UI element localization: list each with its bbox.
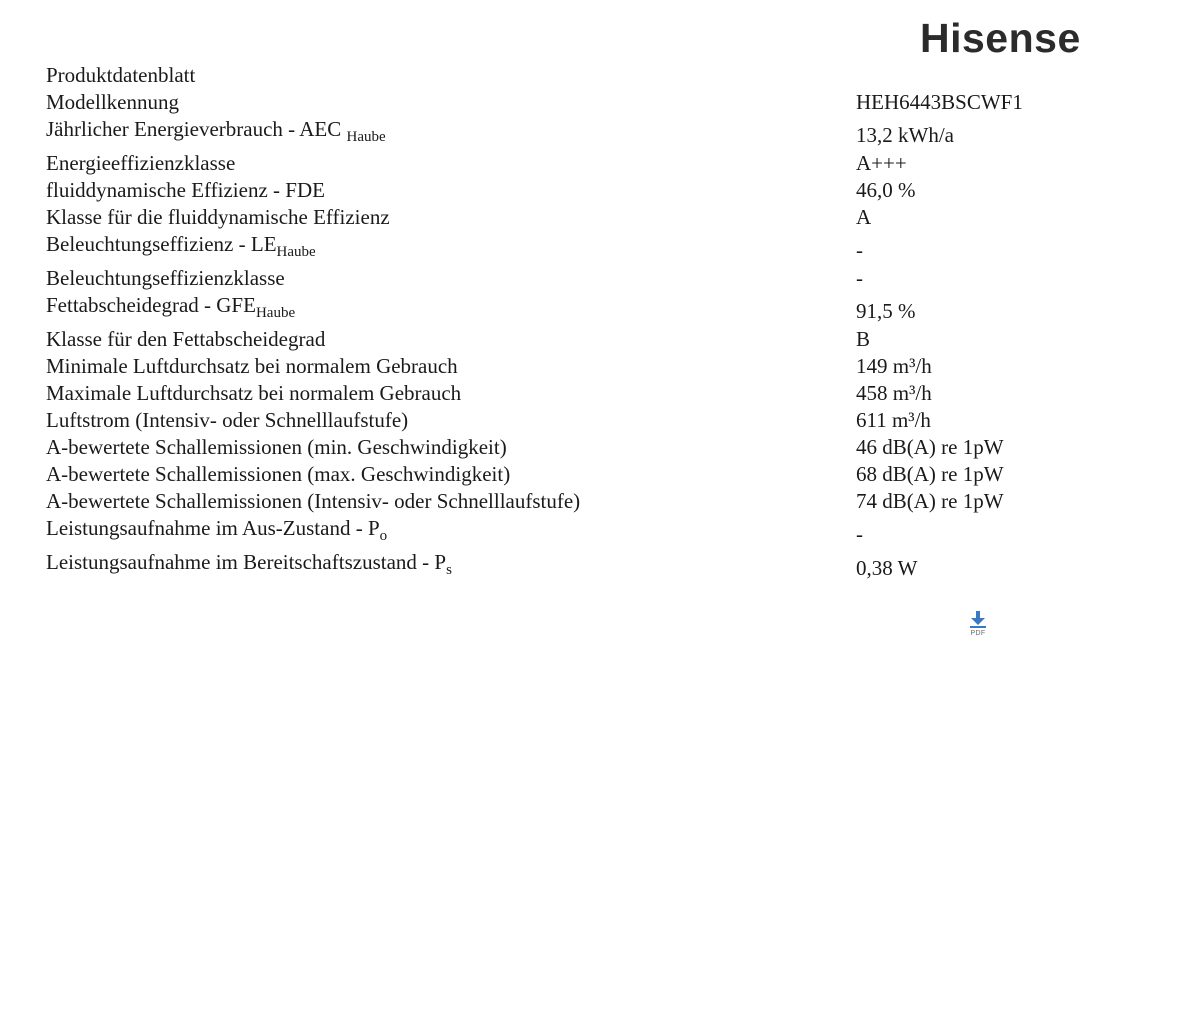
row-label: Energieeffizienzklasse bbox=[46, 151, 236, 175]
table-row bbox=[46, 461, 1166, 488]
row-label: Modellkennung bbox=[46, 90, 179, 114]
row-value: 46 dB(A) re 1pW bbox=[856, 435, 1004, 459]
row-label: Maximale Luftdurchsatz bei normalem Gebrauch bbox=[46, 381, 462, 405]
table-row bbox=[46, 515, 1166, 549]
table-row bbox=[46, 150, 1166, 177]
row-value: 149 m³/h bbox=[856, 354, 932, 378]
table-row bbox=[46, 488, 1166, 515]
row-value: 68 dB(A) re 1pW bbox=[856, 462, 1004, 486]
row-value: 0,38 W bbox=[856, 556, 918, 580]
sheet-title: Produktdatenblatt bbox=[46, 63, 196, 87]
row-value: - bbox=[856, 238, 863, 262]
row-label: A-bewertete Schallemissionen (min. Geschwindigkeit) bbox=[46, 435, 507, 459]
row-value: A bbox=[856, 205, 872, 229]
row-label-subscript: s bbox=[446, 562, 452, 578]
row-label: A-bewertete Schallemissionen (max. Geschwindigkeit) bbox=[46, 462, 511, 486]
row-value: A+++ bbox=[856, 151, 907, 175]
row-value: 458 m³/h bbox=[856, 381, 932, 405]
product-data-sheet bbox=[46, 62, 1166, 583]
row-label: Luftstrom (Intensiv- oder Schnelllaufstufe) bbox=[46, 408, 409, 432]
table-row bbox=[46, 177, 1166, 204]
table-row bbox=[46, 89, 1166, 116]
row-label: A-bewertete Schallemissionen (Intensiv- oder Schnelllaufstufe) bbox=[46, 489, 581, 513]
row-label-text: Fettabscheidegrad - GFE bbox=[46, 293, 256, 317]
row-label bbox=[46, 116, 856, 150]
table-row bbox=[46, 326, 1166, 353]
table-row bbox=[46, 116, 1166, 150]
row-value: 46,0 % bbox=[856, 178, 916, 202]
row-value: HEH6443BSCWF1 bbox=[856, 90, 1023, 114]
row-label-text: Jährlicher Energieverbrauch - AEC bbox=[46, 117, 347, 141]
pdf-label: PDF bbox=[970, 630, 986, 637]
row-label-text: Leistungsaufnahme im Bereitschaftszustand - P bbox=[46, 550, 447, 574]
row-value: 611 m³/h bbox=[856, 408, 931, 432]
download-pdf-button[interactable] bbox=[966, 610, 990, 640]
row-label: Klasse für den Fettabscheidegrad bbox=[46, 327, 326, 351]
row-label: Minimale Luftdurchsatz bei normalem Gebrauch bbox=[46, 354, 458, 378]
row-value: 13,2 kWh/a bbox=[856, 123, 954, 147]
row-label-subscript: Haube bbox=[255, 305, 296, 321]
row-label bbox=[46, 292, 856, 326]
table-row bbox=[46, 265, 1166, 292]
row-value: 74 dB(A) re 1pW bbox=[856, 489, 1004, 513]
table-row bbox=[46, 434, 1166, 461]
row-label-subscript: Haube bbox=[276, 244, 316, 260]
row-label bbox=[46, 515, 856, 549]
row-value: B bbox=[856, 327, 871, 351]
row-value: 91,5 % bbox=[856, 299, 916, 323]
table-row bbox=[46, 292, 1166, 326]
table-row bbox=[46, 353, 1166, 380]
row-label bbox=[46, 231, 856, 265]
download-pdf-icon bbox=[966, 610, 990, 630]
table-row bbox=[46, 204, 1166, 231]
row-label-subscript: o bbox=[379, 528, 388, 544]
row-label bbox=[46, 549, 856, 583]
row-label: Klasse für die fluiddynamische Effizienz bbox=[46, 205, 390, 229]
row-label: Beleuchtungseffizienzklasse bbox=[46, 266, 285, 290]
hisense-logo: Hisense bbox=[920, 15, 1081, 61]
table-row bbox=[46, 407, 1166, 434]
row-label: fluiddynamische Effizienz - FDE bbox=[46, 178, 325, 202]
table-row bbox=[46, 231, 1166, 265]
row-label-text: Beleuchtungseffizienz - LE bbox=[46, 232, 277, 256]
row-value: - bbox=[856, 522, 863, 546]
table-row bbox=[46, 549, 1166, 583]
table-row bbox=[46, 380, 1166, 407]
row-value: - bbox=[856, 266, 863, 290]
row-label-subscript: Haube bbox=[346, 129, 386, 145]
row-label-text: Leistungsaufnahme im Aus-Zustand - P bbox=[46, 516, 380, 540]
